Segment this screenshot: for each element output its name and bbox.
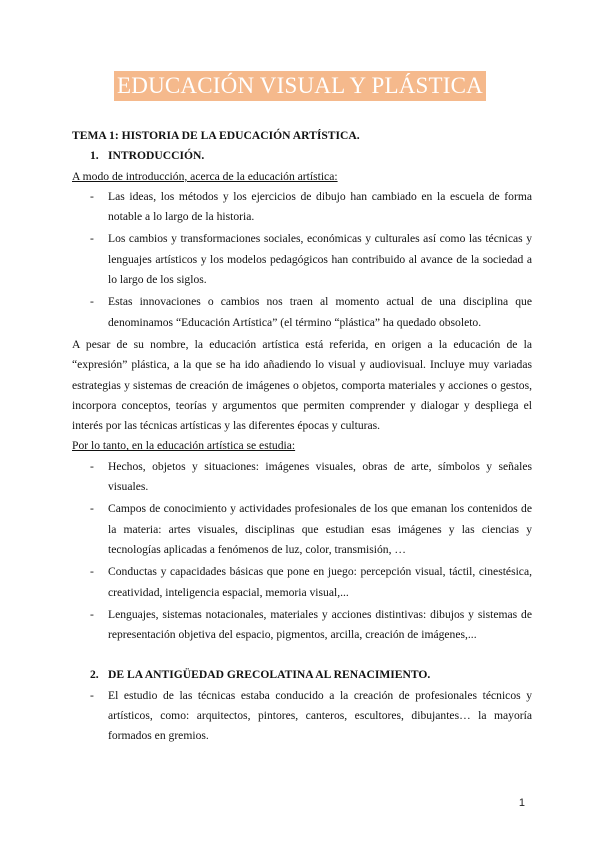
- section-spacer: [72, 647, 532, 665]
- list-item: [72, 605, 532, 646]
- dash-bullet: -: [90, 189, 94, 203]
- topic-heading: TEMA 1: HISTORIA DE LA EDUCACIÓN ARTÍSTICA.: [72, 129, 360, 142]
- section-1-bullet-list: [72, 187, 532, 333]
- study-items-list: [72, 457, 532, 646]
- list-item-text: Conductas y capacidades básicas que pone en juego: percepción visual, táctil, cinestésica, creatividad, inteligencia espacial, memoria visual,...: [108, 565, 532, 599]
- dash-bullet: -: [90, 565, 94, 579]
- title-banner: [0, 71, 600, 101]
- list-item: [72, 686, 532, 747]
- list-item: [72, 562, 532, 603]
- section-1-subheading: Por lo tanto, en la educación artística se estudia:: [72, 439, 296, 453]
- document-title: EDUCACIÓN VISUAL Y PLÁSTICA: [114, 71, 486, 101]
- page-number: 1: [518, 797, 525, 809]
- list-item-text: Los cambios y transformaciones sociales, económicas y culturales así como las técnicas y lenguajes artísticos y los modelos pedagógicos han contribuido al avance de la sociedad a lo largo de los siglos.: [108, 232, 532, 287]
- dash-bullet: -: [90, 502, 94, 516]
- list-item: [72, 457, 532, 498]
- list-item: [72, 229, 532, 290]
- section-2-number: 2.: [90, 668, 99, 682]
- section-1-heading: [72, 146, 532, 166]
- list-item-text: Estas innovaciones o cambios nos traen al momento actual de una disciplina que denominamos “Educación Artística” (el término “plástica” ha quedado obsoleto.: [108, 295, 532, 329]
- dash-bullet: -: [90, 232, 94, 246]
- section-2-heading: [72, 665, 532, 685]
- dash-bullet: -: [90, 688, 94, 702]
- list-item: [72, 292, 532, 333]
- section-1-intro: A modo de introducción, acerca de la educación artística:: [72, 169, 338, 183]
- list-item-text: Las ideas, los métodos y los ejercicios de dibujo han cambiado en la escuela de forma notable a lo largo de la historia.: [108, 189, 532, 224]
- section-1-number: 1.: [90, 149, 99, 163]
- list-item-text: Hechos, objetos y situaciones: imágenes visuales, obras de arte, símbolos y señales visuales.: [108, 459, 532, 494]
- section-1-title: INTRODUCCIÓN.: [108, 149, 205, 163]
- list-item-text: Lenguajes, sistemas notacionales, materiales y acciones distintivas: dibujos y sistemas de representación objetiva del espacio, pigmentos, arcilla, creación de imágenes,...: [108, 607, 532, 642]
- section-2-bullet-list: [72, 686, 532, 747]
- section-1-paragraph: A pesar de su nombre, la educación artística está referida, en origen a la educación de la “expresión” plástica, a la que se ha ido añadiendo lo visual y audiovisual. Incluye muy variadas estrategias y sistemas de creación de imágenes o objetos, comporta materiales y acciones o gestos, incorpora conceptos, teorías y argumentos que permiten comprender y dialogar y despliega el interés por las técnicas artísticas y las diferentes épocas y culturas.: [72, 337, 532, 433]
- dash-bullet: -: [90, 607, 94, 621]
- list-item-text: El estudio de las técnicas estaba conducido a la creación de profesionales técnicos y artísticos, como: arquitectos, pintores, canteros, escultores, dibujantes… la mayoría formados en gremios.: [108, 688, 532, 743]
- section-2-title: DE LA ANTIGÜEDAD GRECOLATINA AL RENACIMIENTO.: [108, 668, 431, 682]
- document-body: [72, 126, 532, 749]
- dash-bullet: -: [90, 459, 94, 473]
- list-item: [72, 187, 532, 228]
- list-item: [72, 499, 532, 560]
- list-item-text: Campos de conocimiento y actividades profesionales de los que emanan los contenidos de la materia: artes visuales, disciplinas que estudian esas imágenes y las ciencias y tecnologías aplicadas a fenómenos de luz, color, transmisión, …: [108, 502, 532, 556]
- dash-bullet: -: [90, 295, 94, 309]
